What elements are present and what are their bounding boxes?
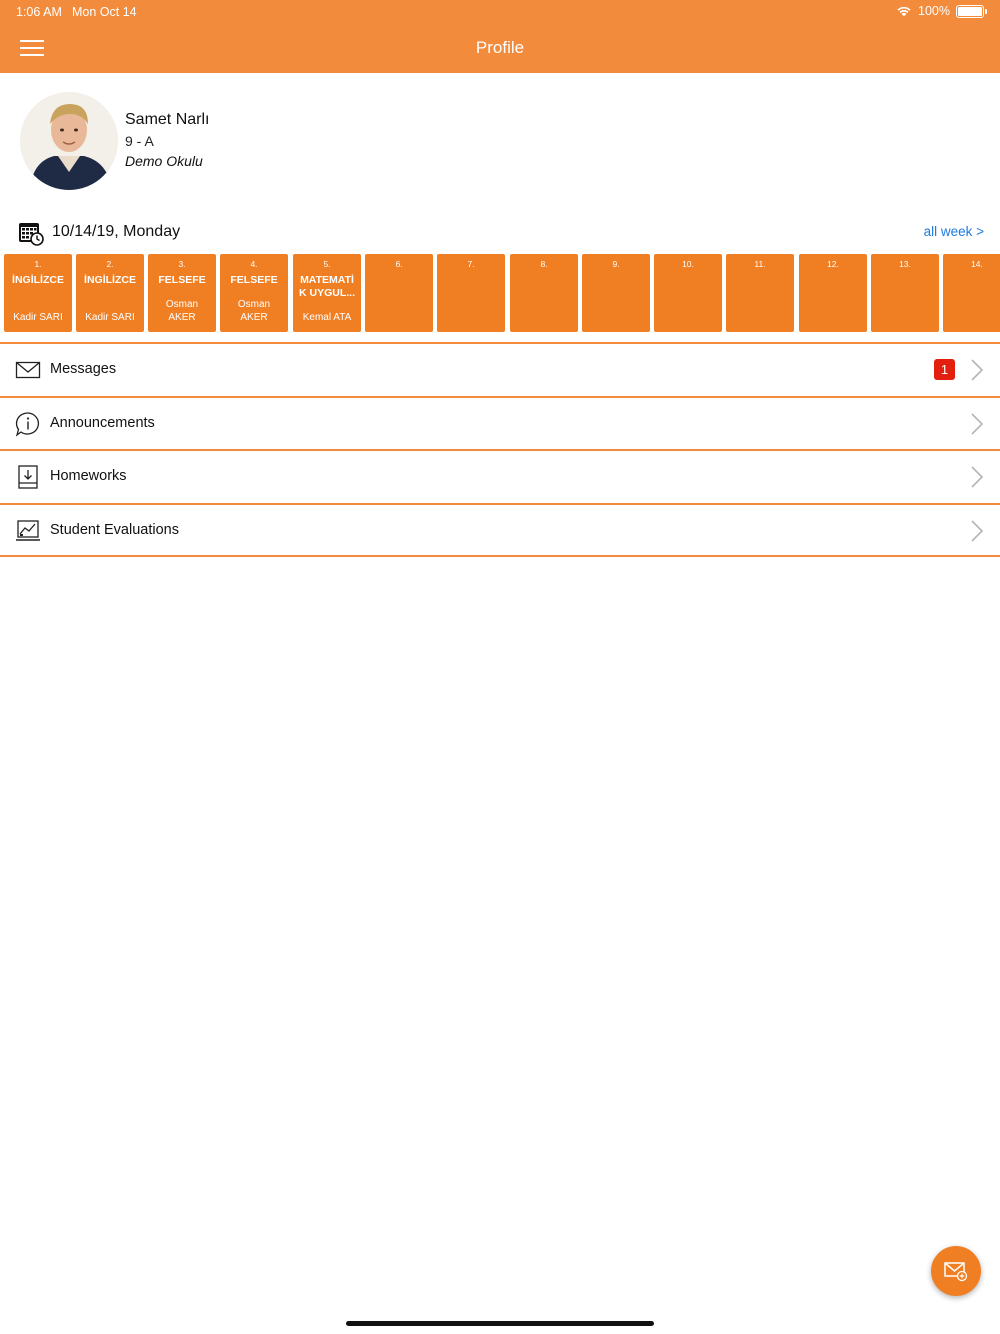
lesson-slot[interactable]: 8. <box>510 254 578 332</box>
envelope-icon <box>15 357 41 383</box>
avatar <box>20 92 118 190</box>
chart-screen-icon <box>15 518 41 544</box>
lesson-slot[interactable]: 3. FELSEFE Osman AKER <box>148 254 216 332</box>
chevron-right-icon <box>970 520 984 542</box>
info-bubble-icon <box>15 411 41 437</box>
calendar-clock-icon <box>18 220 44 246</box>
lesson-slot[interactable]: 2. İNGİLİZCE Kadir SARI <box>76 254 144 332</box>
compose-mail-icon <box>944 1260 968 1282</box>
chevron-right-icon <box>970 466 984 488</box>
menu-item-homeworks[interactable] <box>0 449 1000 503</box>
battery-icon <box>956 5 984 18</box>
menu-item-student-evaluations[interactable] <box>0 503 1000 557</box>
battery-percent: 100% <box>918 4 950 18</box>
home-indicator <box>346 1321 654 1326</box>
lesson-slot[interactable]: 9. <box>582 254 650 332</box>
lesson-slot[interactable]: 6. <box>365 254 433 332</box>
lesson-slot[interactable]: 5. MATEMATİ K UYGUL... Kemal ATA <box>293 254 361 332</box>
lesson-slot[interactable]: 13. <box>871 254 939 332</box>
student-name: Samet Narlı <box>125 111 210 128</box>
menu-item-label: Announcements <box>50 414 155 431</box>
page-title: Profile <box>475 38 525 57</box>
lesson-slot[interactable]: 14. <box>943 254 1000 332</box>
profile-menu <box>0 342 1000 557</box>
chevron-right-icon <box>970 413 984 435</box>
status-indicators <box>896 4 984 18</box>
lesson-slot[interactable]: 11. <box>726 254 794 332</box>
lesson-slot[interactable]: 10. <box>654 254 722 332</box>
download-icon <box>15 464 41 490</box>
unread-count-badge: 1 <box>934 359 955 380</box>
lesson-slot[interactable]: 7. <box>437 254 505 332</box>
wifi-icon <box>896 5 912 17</box>
daily-schedule <box>4 254 1000 332</box>
compose-message-button[interactable] <box>931 1246 981 1296</box>
lesson-slot[interactable]: 4. FELSEFE Osman AKER <box>220 254 288 332</box>
status-date: Mon Oct 14 <box>72 5 137 19</box>
all-week-link[interactable]: all week > <box>923 224 984 239</box>
student-class: 9 - A <box>125 133 154 149</box>
lesson-slot[interactable]: 1. İNGİLİZCE Kadir SARI <box>4 254 72 332</box>
menu-item-announcements[interactable] <box>0 396 1000 450</box>
student-school: Demo Okulu <box>125 153 203 169</box>
status-time: 1:06 AM <box>16 5 62 19</box>
lesson-slot[interactable]: 12. <box>799 254 867 332</box>
schedule-date: 10/14/19, Monday <box>52 223 181 240</box>
chevron-right-icon <box>970 359 984 381</box>
menu-item-label: Homeworks <box>50 468 127 485</box>
menu-item-messages[interactable] <box>0 342 1000 396</box>
menu-item-label: Student Evaluations <box>50 522 179 539</box>
menu-item-label: Messages <box>50 361 117 377</box>
navigation-bar <box>0 0 1000 73</box>
